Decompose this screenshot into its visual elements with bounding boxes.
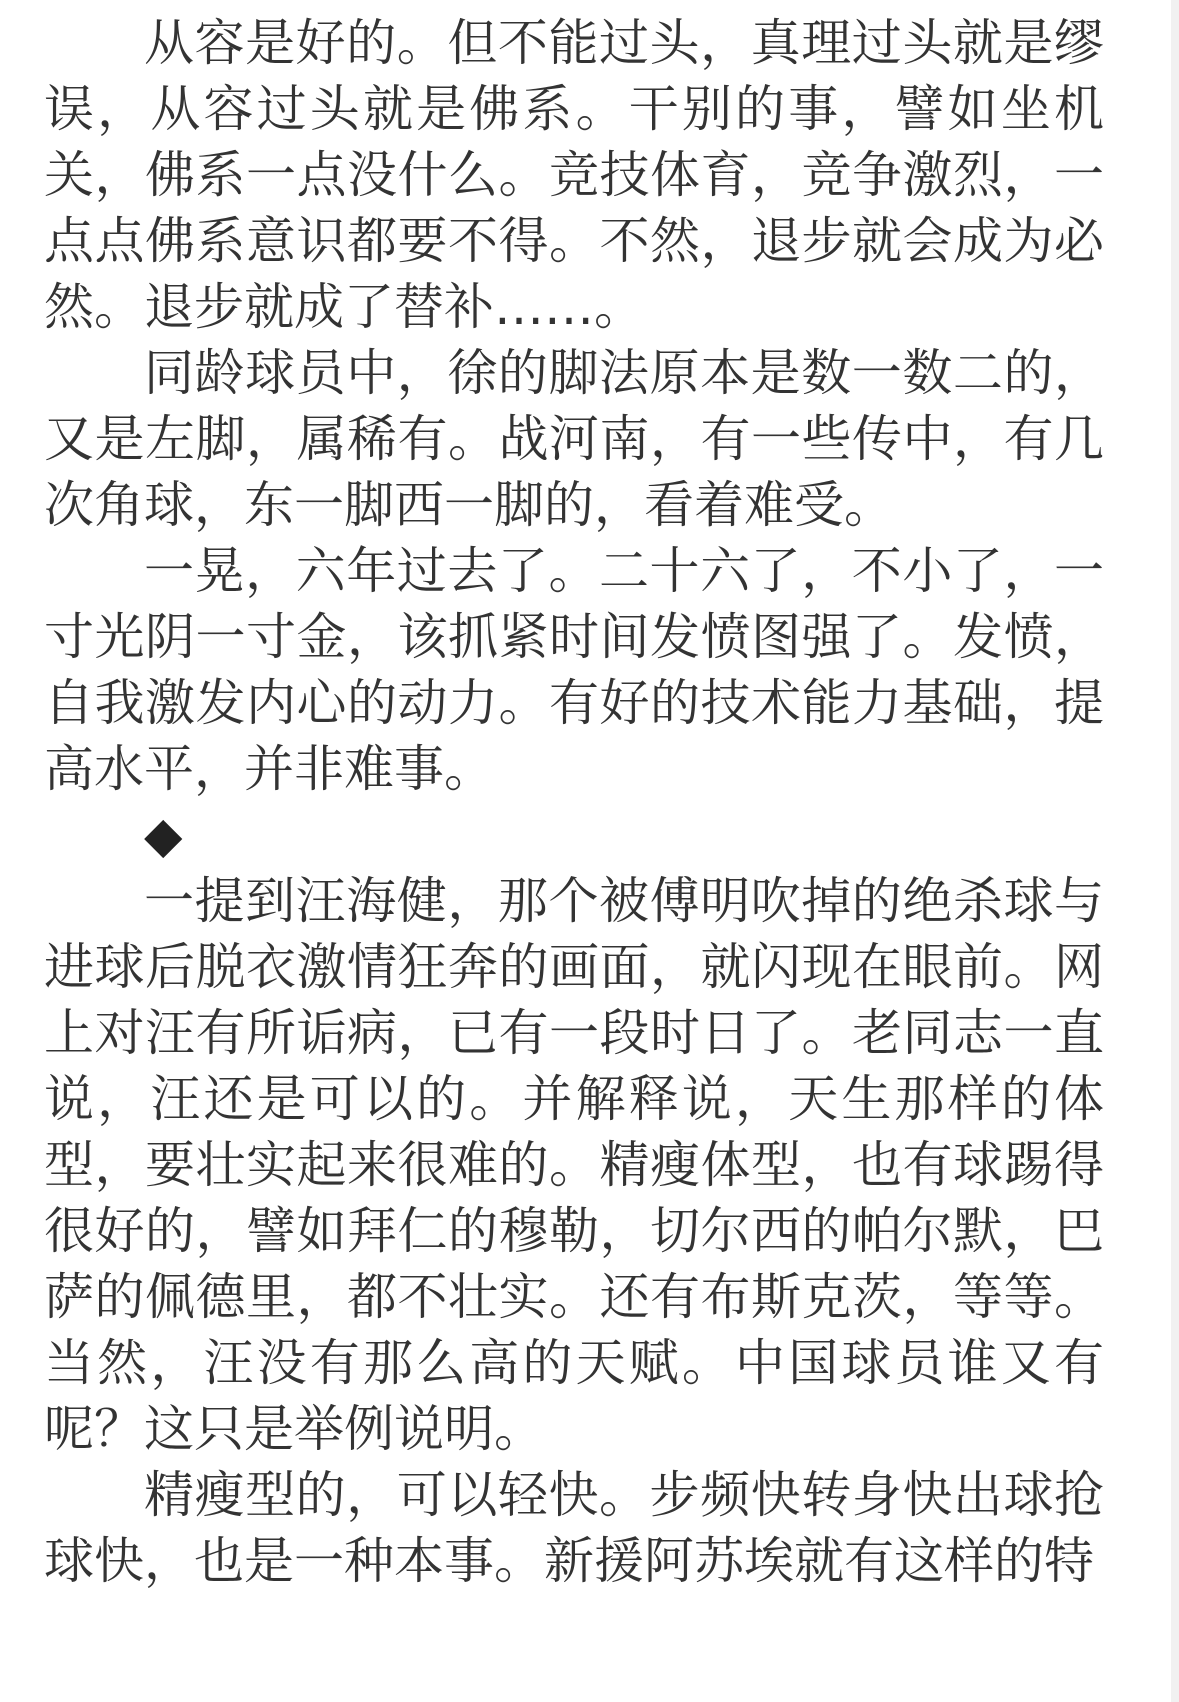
paragraph-1: 从容是好的。但不能过头，真理过头就是缪误，从容过头就是佛系。干别的事，譬如坐机关，佛系一点没什么。竞技体育，竞争激烈，一点点佛系意识都要不得。不然，退步就会成为必然。退步就成了替补……。	[44, 14, 1104, 336]
right-edge-strip	[1171, 0, 1179, 1702]
diamond-separator-icon: ◆	[144, 806, 183, 864]
paragraph-5: 精瘦型的，可以轻快。步频快转身快出球抢球快，也是一种本事。新援阿苏埃就有这样的特	[44, 1466, 1104, 1590]
paragraph-4: 一提到汪海健，那个被傅明吹掉的绝杀球与进球后脱衣激情狂奔的画面，就闪现在眼前。网上对汪有所诟病，已有一段时日了。老同志一直说，汪还是可以的。并解释说，天生那样的体型，要壮实起来很难的。精瘦体型，也有球踢得很好的，譬如拜仁的穆勒，切尔西的帕尔默，巴萨的佩德里，都不壮实。还有布斯克茨，等等。当然，汪没有那么高的天赋。中国球员谁又有呢？这只是举例说明。	[44, 872, 1104, 1458]
paragraph-2: 同龄球员中，徐的脚法原本是数一数二的，又是左脚，属稀有。战河南，有一些传中，有几次角球，东一脚西一脚的，看着难受。	[44, 344, 1104, 534]
article-body	[44, 10, 1104, 1594]
paragraph-3: 一晃，六年过去了。二十六了，不小了，一寸光阴一寸金，该抓紧时间发愤图强了。发愤，自我激发内心的动力。有好的技术能力基础，提高水平，并非难事。	[44, 542, 1104, 798]
section-separator	[44, 802, 1104, 868]
